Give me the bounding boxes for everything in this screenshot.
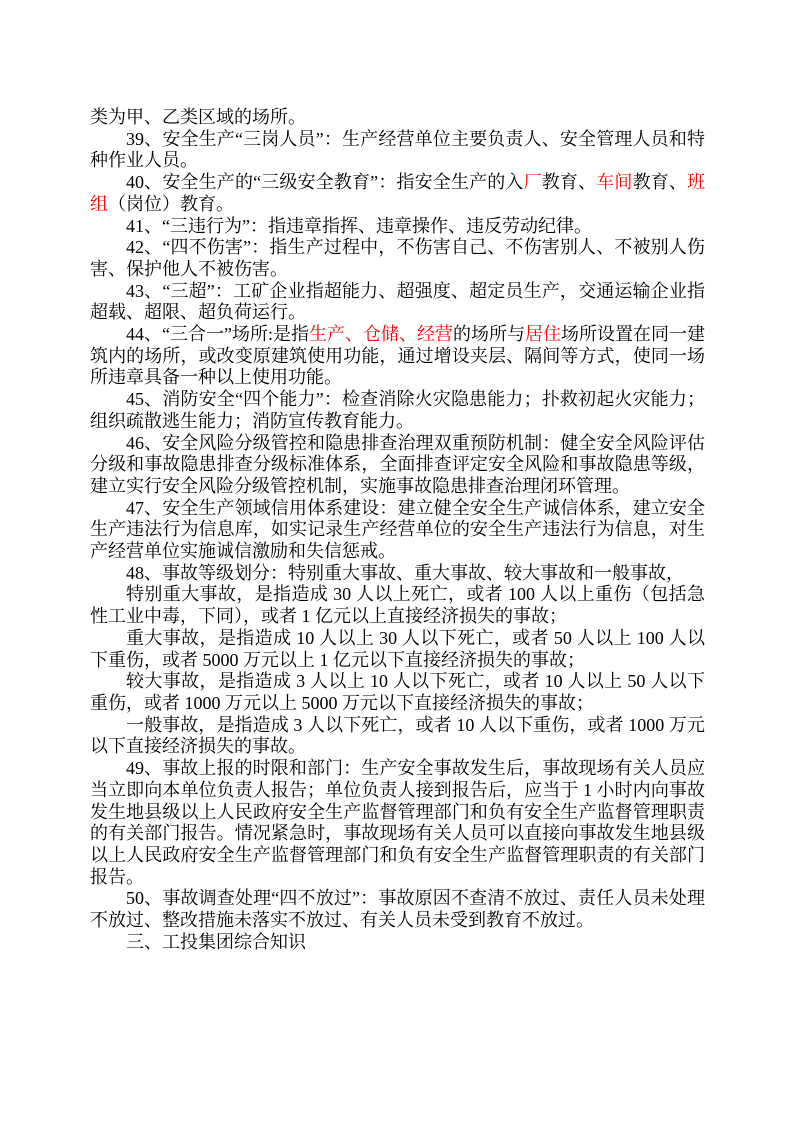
paragraph — [90, 281, 705, 324]
paragraph — [90, 563, 705, 585]
text-run: 45、消防安全“四个能力”：检查消除火灾隐患能力；扑救初起火灾能力；组织疏散逃生能力；消防宣传教育能力。 — [90, 389, 705, 431]
text-run: （岗位）教育。 — [108, 193, 234, 214]
text-run: 46、安全风险分级管控和隐患排查治理双重预防机制：健全安全风险评估分级和事故隐患排查分级标准体系，全面排查评定安全风险和事故隐患等级，建立实行安全风险分级管控机制，实施事故隐患排查治理闭环管理。 — [90, 432, 705, 496]
red-text-run: 生产、仓储、经营 — [308, 324, 453, 345]
red-text-run: 车间 — [596, 172, 633, 193]
red-text-run: 班组 — [90, 172, 706, 214]
text-run: 49、事故上报的时限和部门：生产安全事故发生后，事故现场有关人员应当立即向本单位负责人报告；单位负责人接到报告后，应当于 1 小时内向事故发生地县级以上人民政府安全生产监督管理部门和负有安全生产监督管理职责的有关部门报告。情况紧急时，事故现场有关人员可以直接向事故发生地县级以上人民政府安全生产监督管理部门和负有安全生产监督管理职责的有关部门报告。 — [90, 758, 705, 887]
paragraph — [90, 172, 705, 215]
text-run: 重大事故，是指造成 10 人以上 30 人以下死亡，或者 50 人以上 100 人以下重伤，或者 5000 万元以上 1 亿元以下直接经济损失的事故； — [90, 627, 705, 670]
text-run: 一般事故，是指造成 3 人以下死亡，或者 10 人以下重伤，或者 1000 万元以下直接经济损失的事故。 — [90, 714, 705, 757]
text-run: 教育、 — [541, 172, 597, 193]
text-run: 场所设置在同一建筑内的场所，或改变原建筑使用功能，通过增设夹层、隔间等方式，使同一场所违章具备一种以上使用功能。 — [90, 324, 706, 388]
text-run: 类为甲、乙类区域的场所。 — [90, 107, 306, 127]
paragraph — [90, 433, 705, 498]
text-run: 的场所与 — [453, 324, 526, 345]
paragraph — [90, 389, 705, 432]
paragraph — [90, 584, 705, 627]
paragraph — [90, 758, 705, 888]
text-run: 41、“三违行为”：指违章指挥、违章操作、违反劳动纪律。 — [126, 215, 592, 236]
text-run: 教育、 — [632, 172, 688, 193]
text-run: 三、工投集团综合知识 — [126, 931, 306, 952]
paragraph — [90, 216, 705, 238]
text-run: 48、事故等级划分：特别重大事故、重大事故、较大事故和一般事故， — [126, 562, 684, 583]
red-text-run: 厂 — [523, 172, 542, 193]
paragraph — [90, 628, 705, 671]
section-heading — [90, 932, 705, 954]
text-run: 39、安全生产“三岗人员”：生产经营单位主要负责人、安全管理人员和特种作业人员。 — [90, 128, 705, 171]
paragraph — [90, 129, 705, 172]
paragraph — [90, 671, 705, 714]
paragraph — [90, 715, 705, 758]
text-run: 40、安全生产的“三级安全教育”：指安全生产的入 — [126, 172, 524, 193]
text-run: 特别重大事故，是指造成 30 人以上死亡，或者 100 人以上重伤（包括急性工业中毒，下同），或者 1 亿元以上直接经济损失的事故； — [90, 584, 705, 627]
paragraph — [90, 237, 705, 280]
text-run: 较大事故，是指造成 3 人以上 10 人以下死亡，或者 10 人以上 50 人以下重伤，或者 1000 万元以上 5000 万元以下直接经济损失的事故； — [90, 671, 705, 713]
paragraph — [90, 324, 705, 389]
text-run: 50、事故调查处理“四不放过”：事故原因不查清不放过、责任人员未处理不放过、整改措施未落实不放过、有关人员未受到教育不放过。 — [90, 888, 705, 931]
text-run: 44、“三合一”场所:是指 — [126, 324, 309, 345]
paragraph — [90, 107, 705, 129]
text-run: 47、安全生产领域信用体系建设：建立健全安全生产诚信体系，建立安全生产违法行为信息库，如实记录生产经营单位的安全生产违法行为信息，对生产经营单位实施诚信激励和失信惩戒。 — [90, 497, 705, 562]
red-text-run: 居住 — [525, 324, 562, 345]
text-run: 42、“四不伤害”：指生产过程中，不伤害自己、不伤害别人、不被别人伤害、保护他人不被伤害。 — [90, 237, 705, 279]
paragraph — [90, 498, 705, 563]
paragraph — [90, 888, 705, 931]
document-text-body — [90, 107, 705, 953]
text-run: 43、“三超”：工矿企业指超能力、超强度、超定员生产，交通运输企业指超载、超限、超负荷运行。 — [90, 280, 705, 323]
